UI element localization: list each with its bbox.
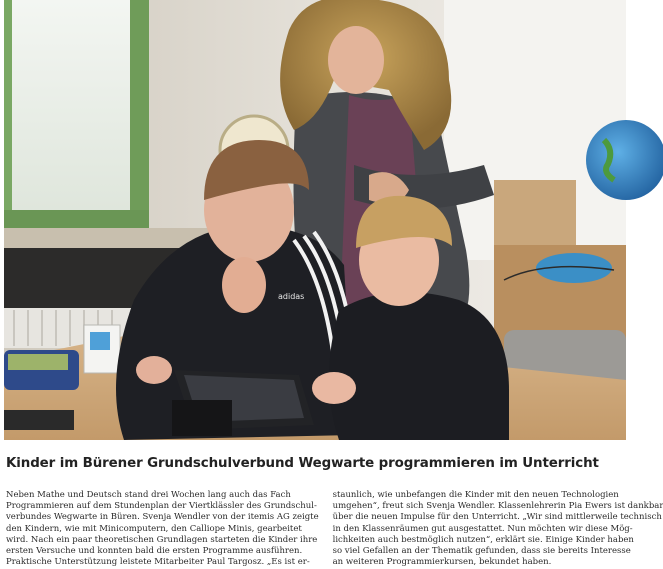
text-line: so viel Gefallen an der Thematik gefunden, dass sie bereits Interesse <box>332 546 631 557</box>
text-line: Praktische Unterstützung leistete Mitarbeiter Paul Targosz. „Es ist er- <box>6 557 310 568</box>
text-line: den Kindern, wie mit Minicomputern, den Calliope Minis, gearbeitet <box>6 523 302 534</box>
text-line: an weiteren Programmierkursen, bekundet haben. <box>332 557 552 568</box>
text-line: umgehen“, freut sich Svenja Wendler. Klassenlehrerin Pia Ewers ist dankbar <box>332 501 663 512</box>
article-column-1 <box>6 490 319 568</box>
text-line: lichkeiten auch bestmöglich nutzen“, erklärt sie. Einige Kinder haben <box>332 534 634 545</box>
article-photo <box>4 0 626 440</box>
text-line: in den Klassenräumen gut ausgestattet. Nun möchten wir diese Mög- <box>332 523 633 534</box>
text-line: verbundes Wegwarte in Büren. Svenja Wendler von der itemis AG zeigte <box>6 512 319 523</box>
text-line: ersten Versuche und konnten bald die ersten Programme ausführen. <box>6 546 303 557</box>
text-line: Neben Mathe und Deutsch stand drei Wochen lang auch das Fach <box>6 490 291 500</box>
article-column-2 <box>333 490 663 568</box>
text-line: wird. Nach ein paar theoretischen Grundlagen starteten die Kinder ihre <box>6 534 318 545</box>
text-line: Programmieren auf dem Stundenplan der Viertklässler des Grundschul- <box>6 501 317 512</box>
article-headline: Kinder im Bürener Grundschulverbund Wegwarte programmieren im Unterricht <box>6 456 599 471</box>
text-line: über die neuen Impulse für den Unterricht. „Wir sind mittlerweile technisch <box>332 512 662 523</box>
text-line: staunlich, wie unbefangen die Kinder mit den neuen Technologien <box>332 490 619 500</box>
article-paragraph-2 <box>333 490 663 568</box>
article-body <box>6 490 663 568</box>
shirt-logo: adidas <box>278 292 305 301</box>
article-paragraph-1 <box>6 490 319 568</box>
